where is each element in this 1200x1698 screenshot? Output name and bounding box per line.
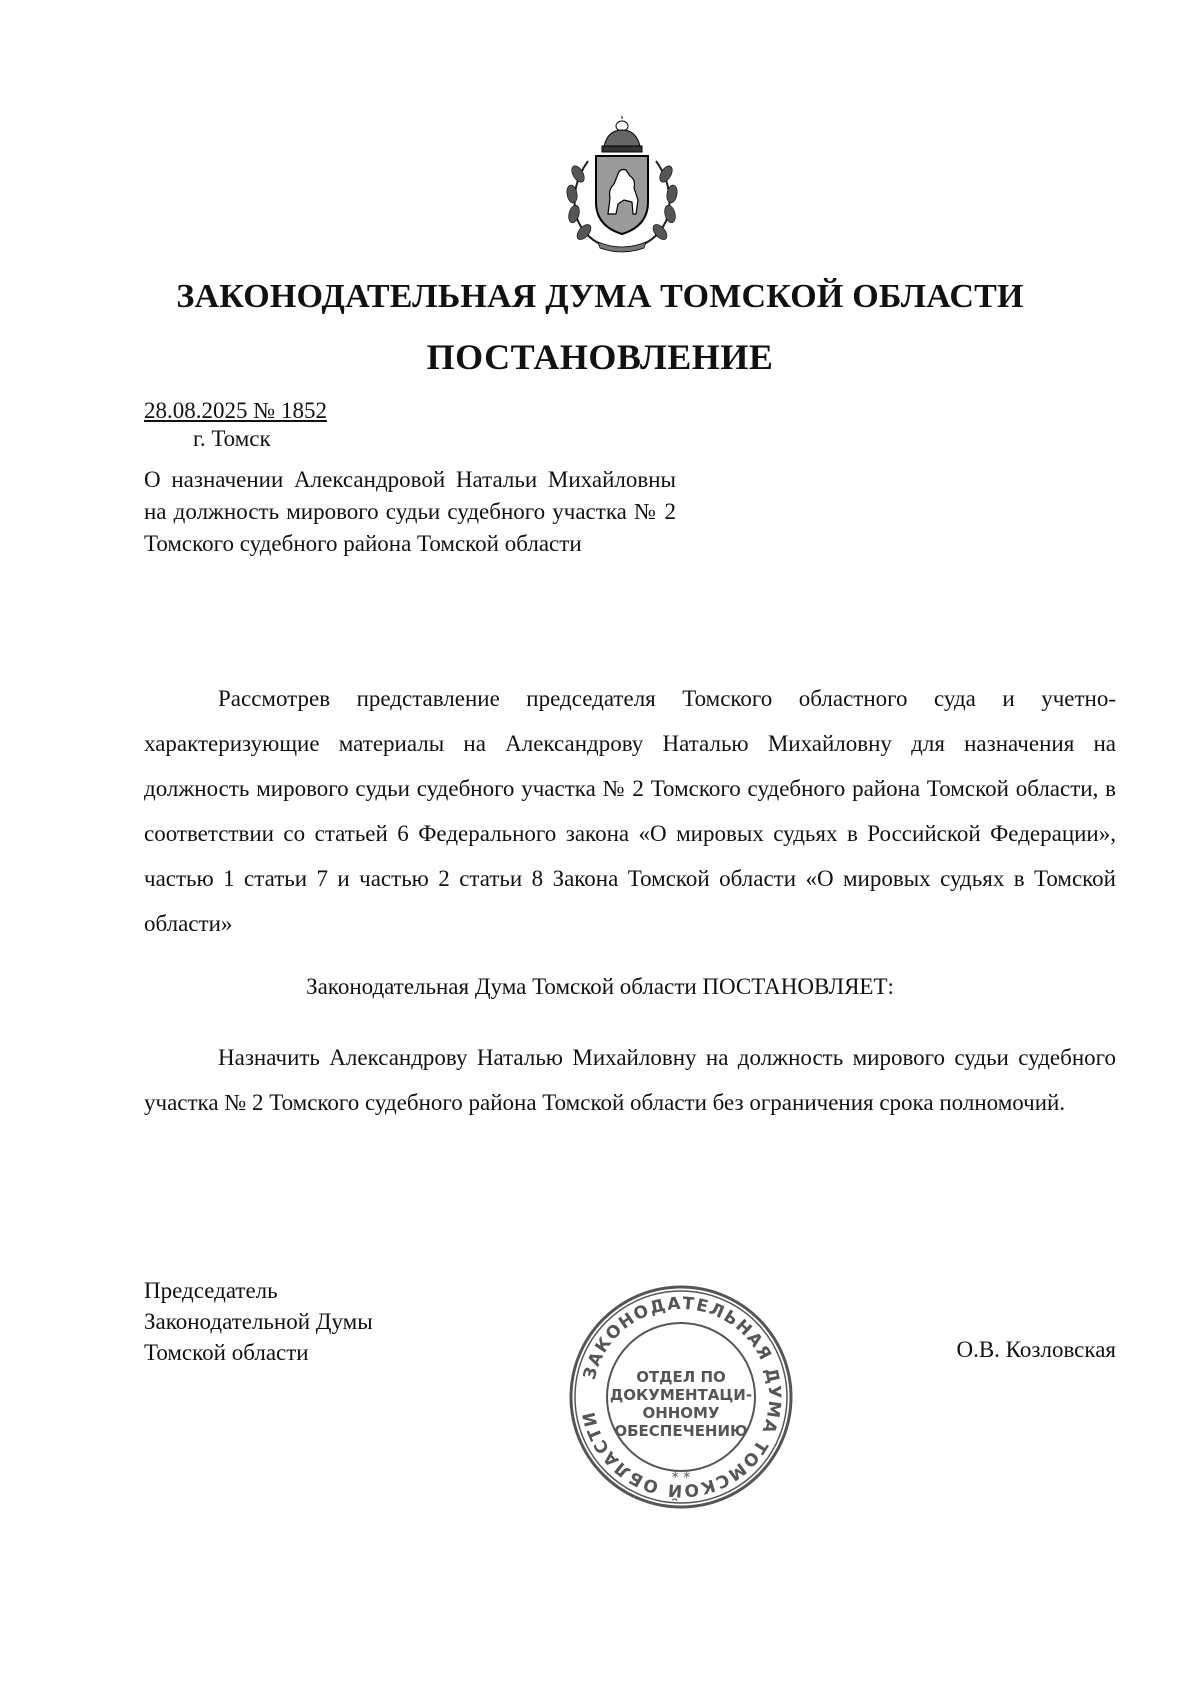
stamp-ring-text: ЗАКОНОДАТЕЛЬНАЯ ДУМА ТОМСКОЙ ОБЛАСТИ bbox=[578, 1293, 785, 1501]
signatory-position-line: Законодательной Думы bbox=[144, 1309, 373, 1334]
preamble-paragraph: Рассмотрев представление председателя Томского областного суда и учетно-характеризующие материалы на Александрову Наталью Михайловну для назначения на должность мирового судьи судебного участка № 2 Томского судебного района Томской области, в соответствии со статьей 6 Федерального закона «О мировых судьях в Российской Федерации», частью 1 статьи 7 и частью 2 статьи 8 Закона Томской области «О мировых судьях в Томской области» bbox=[144, 686, 1116, 936]
stamp-line: ДОКУМЕНТАЦИ- bbox=[609, 1386, 753, 1404]
stamp-line: ОБЕСПЕЧЕНИЮ bbox=[614, 1422, 748, 1440]
stamp-line: ОТДЕЛ ПО bbox=[636, 1368, 726, 1386]
document-subject: О назначении Александровой Натальи Михайловны на должность мирового судьи судебного участка № 2 Томского судебного района Томской области bbox=[144, 467, 676, 556]
signatory-position-line: Томской области bbox=[144, 1340, 309, 1365]
decision-paragraph: Назначить Александрову Наталью Михайловну на должность мирового судьи судебного участка № 2 Томского судебного района Томской области без ограничения срока полномочий. bbox=[144, 1045, 1116, 1115]
stamp-line: ОННОМУ bbox=[642, 1404, 720, 1422]
svg-text:* *: * * bbox=[671, 1470, 691, 1486]
coat-of-arms-icon bbox=[558, 116, 686, 256]
decree-line: Законодательная Дума Томской области ПОСТАНОВЛЯЕТ: bbox=[306, 974, 894, 999]
organization-title: ЗАКОНОДАТЕЛЬНАЯ ДУМА ТОМСКОЙ ОБЛАСТИ bbox=[176, 278, 1024, 315]
signatory-name: О.В. Козловская bbox=[956, 1337, 1116, 1362]
signatory-position bbox=[144, 1275, 373, 1368]
official-stamp bbox=[566, 1282, 796, 1512]
city-line: г. Томск bbox=[193, 426, 271, 451]
signatory-position-line: Председатель bbox=[144, 1278, 278, 1303]
document-type-title: ПОСТАНОВЛЕНИЕ bbox=[426, 337, 774, 377]
registration-number: 28.08.2025 № 1852 bbox=[144, 398, 327, 423]
